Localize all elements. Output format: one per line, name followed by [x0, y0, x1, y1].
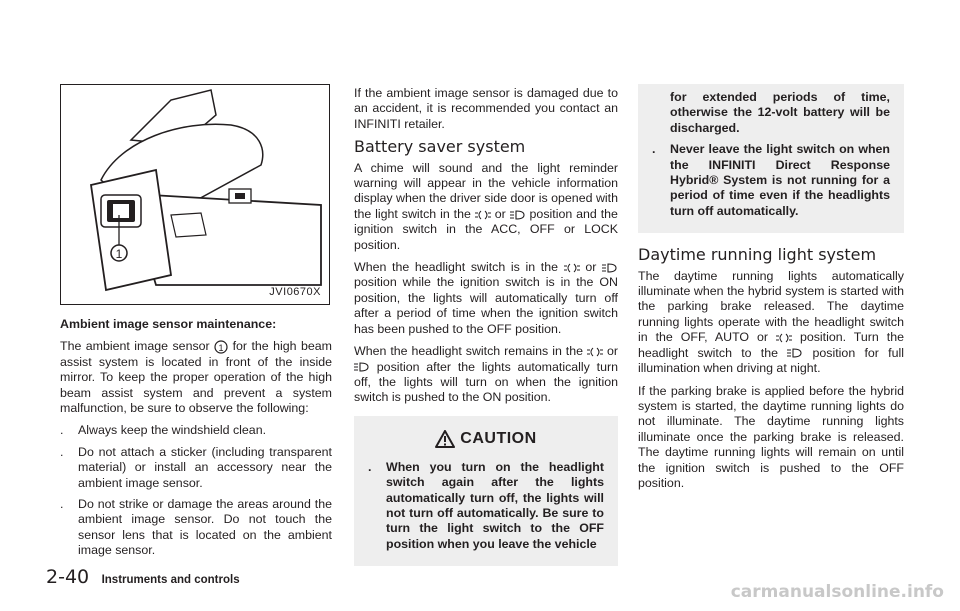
- chapter-title: Instruments and controls: [101, 574, 240, 586]
- inside-mirror-sensor-illustration: [61, 85, 329, 304]
- list-item: . Do not attach a sticker (including transparent material) or install an accessory near the ambient image sensor.: [60, 444, 332, 490]
- daytime-running-p2: If the parking brake is applied before the hybrid system is started, the daytime running lights do not illuminate. The daytime running lights illuminate once the parking brake is released. The daytime running lights will remain on until the ignition switch is pushed to the OFF position.: [638, 383, 904, 490]
- sensor-maintenance-heading: Ambient image sensor maintenance:: [60, 317, 277, 331]
- daytime-running-title: Daytime running light system: [638, 245, 877, 265]
- list-item: . Do not strike or damage the areas around the ambient image sensor. Do not touch the sensor lens that is located on the ambient image sensor.: [60, 497, 332, 558]
- daytime-running-p1: The daytime running lights automatically illuminate when the hybrid system is started with the parking brake released. The daytime running lights operate with the headlight switch in the OFF, AUTO or position. Turn the headlight switch to the position for full illumination when driving at night.: [638, 268, 904, 376]
- column-1: [60, 317, 332, 565]
- battery-saver-title: Battery saver system: [354, 137, 526, 157]
- battery-saver-p2: When the headlight switch is in the or position while the ignition switch is in the ON position, the lights will automatically turn off after a period of time when the ignition switch has been pushed to the OFF position.: [354, 260, 618, 336]
- parking-light-icon: [475, 210, 491, 220]
- caution-item: . Never leave the light switch on when the INFINITI Direct Response Hybrid® System is not running for a period of time even if the headlights turn off automatically.: [652, 142, 890, 218]
- parking-light-icon: [587, 347, 603, 357]
- sensor-figure: [60, 84, 330, 305]
- caution-box: [354, 416, 618, 566]
- caution-item: . When you turn on the headlight switch again after the lights automatically turn off, the lights will not turn off automatically. Be sure to turn the light switch to the OFF position when you leave the vehicle: [368, 459, 604, 551]
- parking-light-icon: [564, 263, 580, 273]
- battery-saver-p3: When the headlight switch remains in the or position after the lights automatically turn off, the lights will turn on when the ignition switch is pushed to the ON position.: [354, 344, 618, 405]
- figure-code: JVI0670X: [269, 286, 321, 298]
- column-2: [354, 86, 618, 566]
- circled-one-icon: [214, 340, 228, 354]
- watermark: carmanualsonline.info: [730, 582, 944, 602]
- caution-item-continued: for extended periods of time, otherwise the 12-volt battery will be discharged.: [670, 90, 890, 135]
- battery-saver-p1: A chime will sound and the light reminder warning will appear in the vehicle information display when the driver side door is opened with the light switch in the or position and the ignition switch in the ACC, OFF or LOCK position.: [354, 160, 618, 252]
- list-item: . Always keep the windshield clean.: [60, 423, 267, 438]
- headlight-icon: [354, 362, 370, 372]
- svg-text:1: 1: [218, 343, 224, 354]
- page-footer: [46, 566, 240, 588]
- warning-triangle-icon: [435, 430, 455, 448]
- caution-heading: CAUTION: [368, 430, 604, 448]
- figure-callout: 1: [115, 247, 123, 261]
- caution-box-continued: [638, 84, 904, 233]
- column-3: [638, 84, 904, 498]
- sensor-paragraph: The ambient image sensor 1 for the high beam assist system is located in front of the inside mirror. To keep the proper operation of the high beam assist system and prevent a system malfunction, be sure to observe the following:: [60, 339, 332, 416]
- headlight-icon: [602, 263, 618, 273]
- parking-light-icon: [776, 333, 792, 343]
- headlight-icon: [510, 210, 526, 220]
- page-number: 2-40: [46, 566, 90, 588]
- damage-paragraph: If the ambient image sensor is damaged due to an accident, it is recommended you contact an INFINITI retailer.: [354, 86, 618, 131]
- headlight-icon: [787, 348, 803, 358]
